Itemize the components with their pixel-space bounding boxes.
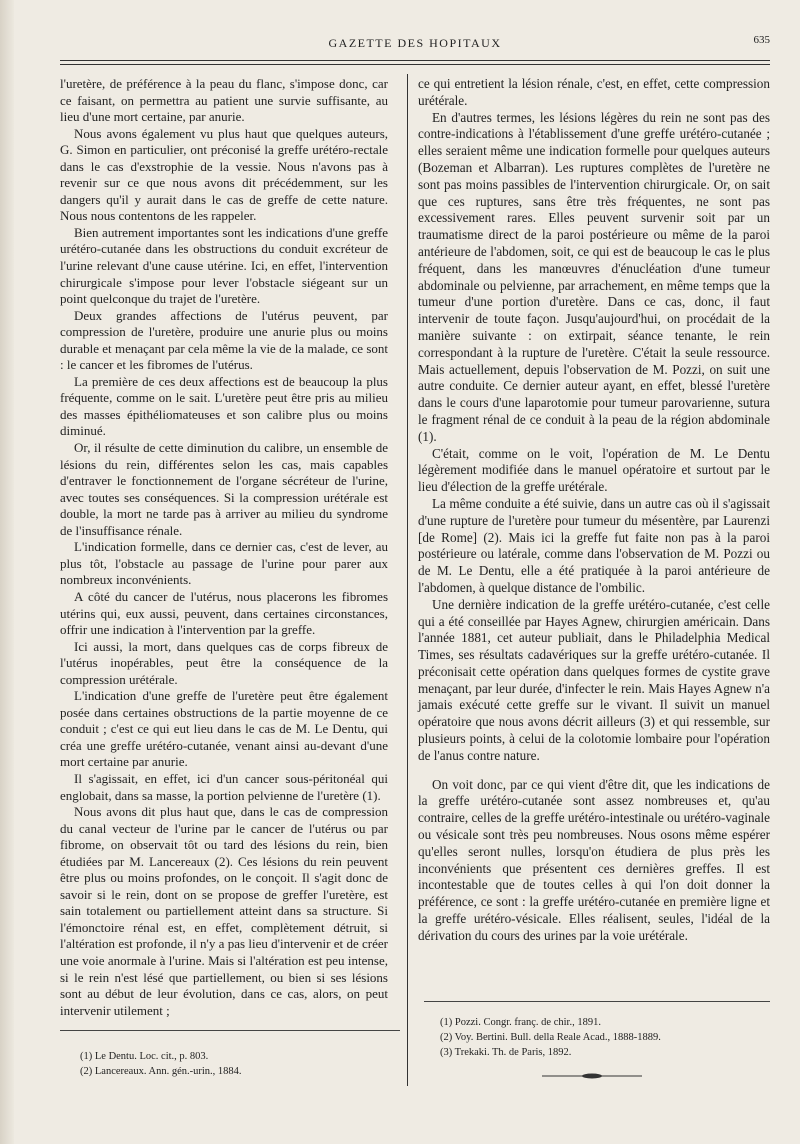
paragraph: La même conduite a été suivie, dans un autre cas où il s'agissait d'une rupture de l'uretère pour tumeur du mésentère, par Laurenzi [de Rome] (2). Mais ici la greffe fut faite non pas à la paroi postérieure ou latérale, comme dans l'observation de M. Pozzi ou de M. Le Dentu, elle a été pratiquée à la paroi antérieure de l'abdomen, à quelque distance de l'ombilic. bbox=[418, 495, 770, 595]
paragraph: Il s'agissait, en effet, ici d'un cancer sous-péritonéal qui englobait, dans sa masse, la portion pelvienne de l'uretère (1). bbox=[60, 770, 388, 803]
paragraph: A côté du cancer de l'utérus, nous placerons les fibromes utérins qui, eux aussi, peuvent, dans certaines circonstances, offrir une indication à l'intervention par la greffe. bbox=[60, 588, 388, 638]
right-column bbox=[418, 76, 770, 945]
page-edge bbox=[0, 0, 14, 1144]
left-column bbox=[60, 76, 388, 1019]
paragraph: Deux grandes affections de l'utérus peuvent, par compression de l'uretère, produire une anurie plus ou moins durable et menaçant par cela même la vie de la malade, ce sont : le cancer et les fibromes de l'utérus. bbox=[60, 307, 388, 373]
end-ornament bbox=[542, 1073, 642, 1079]
paragraph: L'indication formelle, dans ce dernier cas, c'est de lever, au plus tôt, l'obstacle au passage de l'urine pour parer aux nombreux inconvénients. bbox=[60, 539, 388, 588]
footnote: (2) Voy. Bertini. Bull. della Reale Acad., 1888-1889. bbox=[440, 1032, 661, 1043]
footnote-rule-right bbox=[424, 1001, 770, 1002]
footnotes-right bbox=[440, 1015, 661, 1060]
paragraph: Nous avons dit plus haut que, dans le cas de compression du canal vecteur de l'urine par le cancer de l'utérus ou par fibrome, on observait tôt ou tard des lésions du rein, bien étudiées par M. Lancereaux (2). Ces lésions du rein peuvent être plus ou moins profondes, on le conçoit. Il s'agit donc de savoir si le rein, dont on se propose de greffer l'uretère, est sain totalement ou partiellement atteint dans sa structure. Si l'émonctoire rénal est, en effet, complètement détruit, si l'altération est profonde, il n'y a pas lieu d'intervenir et de créer une voie anormale à l'urine. Mais si l'altération est peu intense, si le rein n'est lésé que partiellement, ou bien si ses lésions sont au début de leur évolution, dans ce cas, alors, on peut intervenir utilement ; bbox=[60, 804, 388, 1018]
paragraph: L'indication d'une greffe de l'uretère peut être également posée dans certaines obstructions de la partie moyenne de ce conduit ; c'est ce qui eut lieu dans le cas de M. Le Dentu, qui créa une greffe urétéro-cutanée, venant ainsi au-devant d'une mort certaine par anurie. bbox=[60, 688, 388, 770]
paragraph: Ici aussi, la mort, dans quelques cas de corps fibreux de l'utérus inopérables, peut être la conséquence de la compression urétérale. bbox=[60, 638, 388, 687]
column-divider bbox=[407, 74, 408, 1086]
paragraph: Or, il résulte de cette diminution du calibre, un ensemble de lésions du rein, différentes selon les cas, mais capables d'entraver le fonctionnement de l'organe sécréteur de l'urine, avec toutes ses conséquences. Si la compression urétérale est double, la mort ne tarde pas à arriver au milieu du syndrome de l'insuffisance rénale. bbox=[60, 440, 388, 538]
footnote: (3) Trekaki. Th. de Paris, 1892. bbox=[440, 1047, 572, 1058]
paragraph: Bien autrement importantes sont les indications d'une greffe urétéro-cutanée dans les obstructions du conduit excréteur de l'urine relevant d'une cause utérine. Ici, en effet, l'intervention chirurgicale s'impose pour lever l'obstacle siégeant sur un point quelconque du trajet de l'uretère. bbox=[60, 224, 388, 307]
paragraph: Nous avons également vu plus haut que quelques auteurs, G. Simon en particulier, ont préconisé la greffe urétéro-rectale dans le cas d'exstrophie de la vessie. Nous n'avons pas à revenir sur ce que nous avons dit précédemment, sur les dangers qu'il y aurait dans le cas de greffe de cette nature. Nous nous contentons de les rappeler. bbox=[60, 125, 388, 224]
paragraph: On voit donc, par ce qui vient d'être dit, que les indications de la greffe urétéro-cutanée sont assez nombreuses et, qu'au contraire, celles de la greffe urétéro-intestinale ou urétéro-vaginale ou vésicale sont très peu nombreuses. Nous osons même espérer qu'elles seront nulles, lorsqu'on étudiera de plus près les inconvénients que présentent ces dernières greffes. Il est incontestable que de toutes celles à qui l'on doit donner la préférence, ce sont : la greffe urétéro-cutanée en première ligne et la greffe urétéro-vésicale. Elles réalisent, seules, l'idéal de la dérivation du cours des urines par la voie urétérale. bbox=[418, 776, 770, 943]
paragraph: l'uretère, de préférence à la peau du flanc, s'impose donc, car ce faisant, on permettra au patient une survie suffisante, au lieu d'une mort certaine, par anurie. bbox=[60, 76, 388, 125]
footnote: (2) Lancereaux. Ann. gén.-urin., 1884. bbox=[80, 1066, 242, 1077]
footnote-rule-left bbox=[60, 1030, 400, 1031]
header-rule bbox=[60, 60, 770, 61]
paragraph: C'était, comme on le voit, l'opération de M. Le Dentu légèrement modifiée dans le manuel opératoire et surtout par le lieu d'élection de la greffe urétérale. bbox=[418, 445, 770, 495]
paragraph: ce qui entretient la lésion rénale, c'est, en effet, cette compression urétérale. bbox=[418, 76, 770, 108]
footnote: (1) Le Dentu. Loc. cit., p. 803. bbox=[80, 1051, 209, 1062]
footnotes-left bbox=[80, 1049, 242, 1079]
paragraph: La première de ces deux affections est de beaucoup la plus fréquente, comme on le sait. L'uretère peut être pris au milieu des masses épithéliomateuses et son calibre plus ou moins diminué. bbox=[60, 373, 388, 439]
paragraph: En d'autres termes, les lésions légères du rein ne sont pas des contre-indications à l'établissement d'une greffe urétéro-cutanée ; elles seraient même une indication formelle pour quelques auteurs (Bozeman et Albarran). Les ruptures complètes de l'uretère ne sont pas moins passibles de l'intervention chirurgicale. Or, on sait que ces ruptures, sans être très fréquentes, ne sont pas excessivement rares. Elles peuvent survenir soit par un traumatisme direct de la paroi postérieure ou même de la paroi antérieure de l'abdomen, soit, ce qui est de beaucoup le cas le plus fréquent, dans les manœuvres d'énucléation d'une tumeur abdominale ou pelvienne, par arrachement, en même temps que la tumeur d'une portion d'uretère. Dans ce cas, donc, il faut intervenir de toute façon. Jusqu'aujourd'hui, on procédait de la manière suivante : on extirpait, séance tenante, le rein correspondant à la rupture de l'uretère. C'était la seule ressource. Mais actuellement, depuis l'observation de M. Pozzi, on suit une autre conduite. Ce dernier auteur ayant, en effet, blessé l'uretère dans le cours d'une laparotomie pour tumeur parovarienne, sutura le fragment rénal de ce conduit à la peau de la région abdominale (1). bbox=[418, 109, 770, 444]
page-number: 635 bbox=[753, 34, 770, 46]
paragraph: Une dernière indication de la greffe urétéro-cutanée, c'est celle qui a été conseillée par Hayes Agnew, chirurgien américain. Dans l'année 1881, cet auteur publiait, dans le Philadelphia Medical Times, ses résultats cadavériques sur la greffe urétéro-cutanée. Il préconisait cette opération dans quelques formes de cystite grave menaçant, par leur durée, d'infecter le rein. Mais Hayes Agnew n'a jamais exécuté cette greffe sur le vivant. Il suivit un manuel opératoire que nous avons décrit ailleurs (3) et qui ressemble, sur plusieurs points, à celui de la colotomie lombaire pour l'opération de l'anus contre nature. bbox=[418, 596, 770, 763]
page-header bbox=[60, 32, 770, 56]
journal-title: GAZETTE DES HOPITAUX bbox=[328, 36, 502, 50]
footnote: (1) Pozzi. Congr. franç. de chir., 1891. bbox=[440, 1017, 601, 1028]
header-rule-double bbox=[60, 64, 770, 65]
